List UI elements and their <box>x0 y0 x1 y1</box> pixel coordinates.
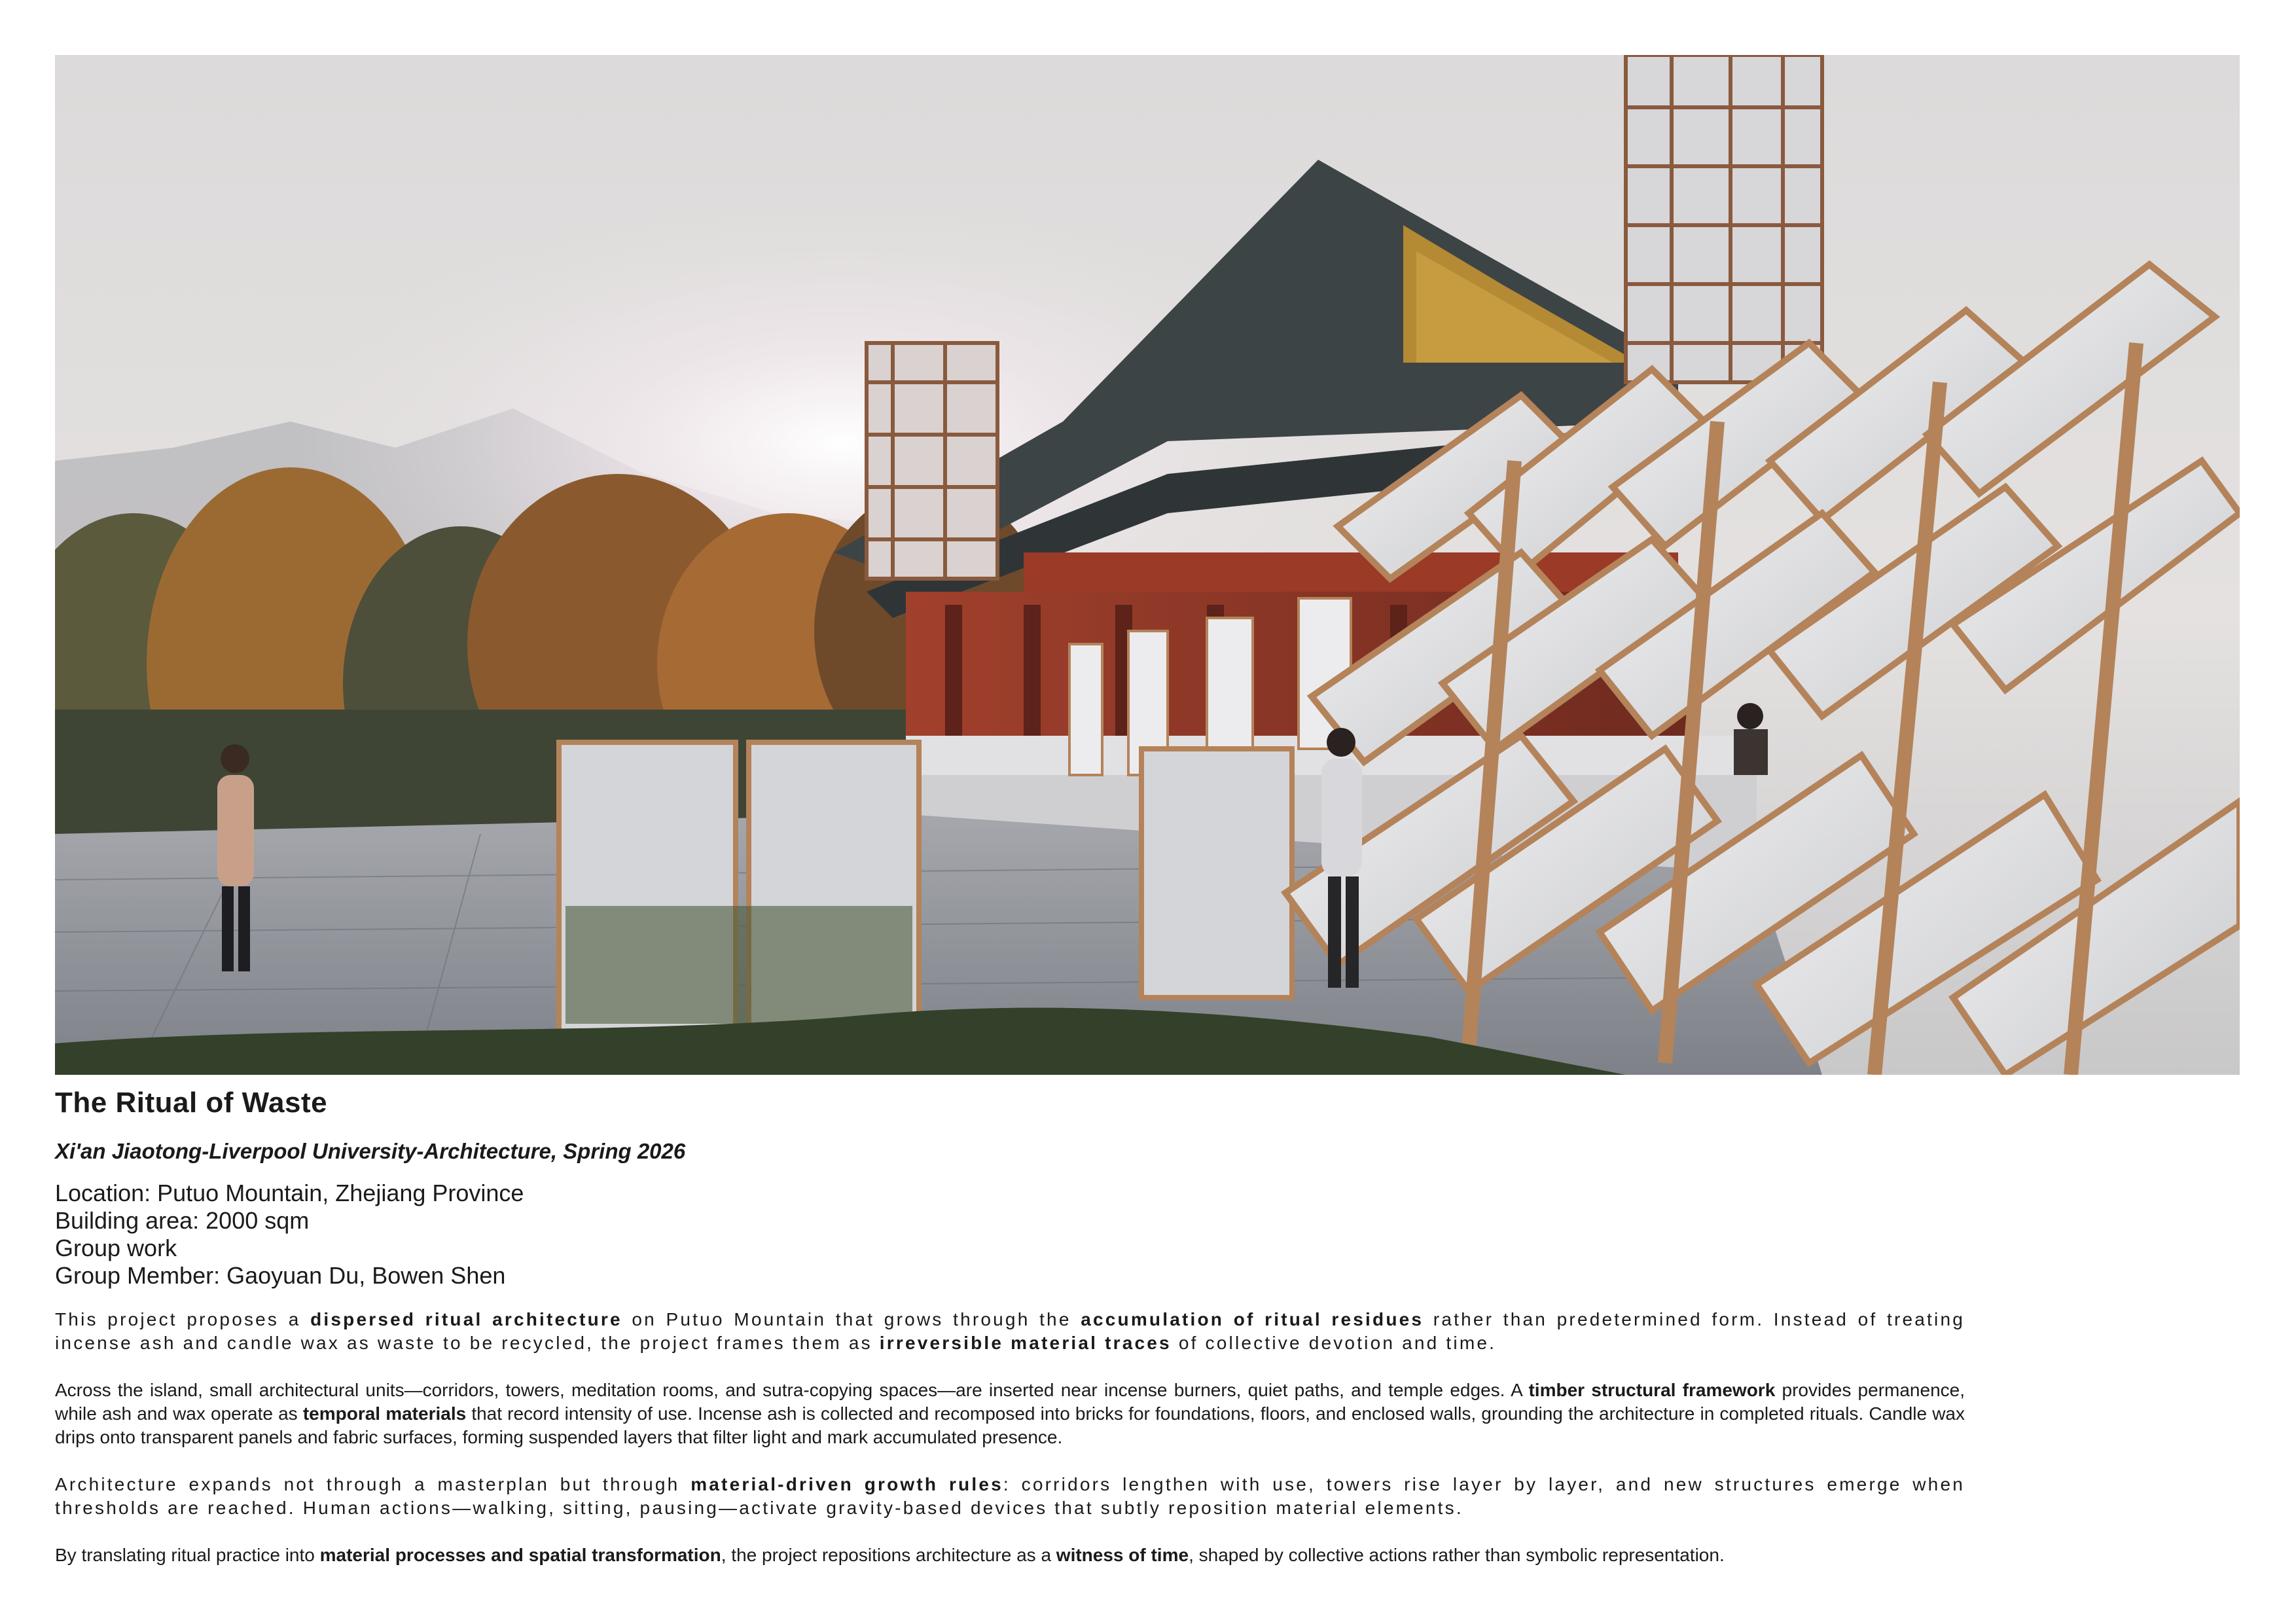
person-right <box>1734 703 1768 775</box>
paragraph-3: Architecture expands not through a masterplan but through material-driven growth rules: corridors lengthen with use, towers rise layer by layer, and new structures emerge when thresholds are reached. Human actions—walking, sitting, pausing—activate gravity-based devices that subtly reposition material elements. <box>55 1474 1965 1518</box>
project-meta <box>55 1180 2018 1290</box>
paragraph-2: Across the island, small architectural units—corridors, towers, meditation rooms, and sutra-copying spaces—are inserted near incense burners, quiet paths, and temple edges. A timber structural framework provides permanence, while ash and wax operate as temporal materials that record intensity of use. Incense ash is collected and recomposed into bricks for foundations, floors, and enclosed walls, grounding the architecture in completed rituals. Candle wax drips onto transparent panels and fabric surfaces, forming suspended layers that filter light and mark accumulated presence. <box>55 1380 1965 1447</box>
paragraph-1: This project proposes a dispersed ritual architecture on Putuo Mountain that grows through the accumulation of ritual residues rather than predetermined form. Instead of treating incense ash and candle wax as waste to be recycled, the project frames them as irreversible material traces of collective devotion and time. <box>55 1309 1965 1353</box>
meta-work: Group work <box>55 1235 177 1261</box>
temple-scene-illustration <box>55 55 2240 1075</box>
meta-location: Location: Putuo Mountain, Zhejiang Province <box>55 1180 524 1206</box>
paragraph-4: By translating ritual practice into material processes and spatial transformation, the project repositions architecture as a witness of time, shaped by collective actions rather than symbolic representation. <box>55 1545 1725 1565</box>
project-title: The Ritual of Waste <box>55 1087 328 1119</box>
project-subtitle: Xi'an Jiaotong-Liverpool University-Architecture, Spring 2026 <box>55 1139 686 1163</box>
glass-panel-grass <box>565 906 912 1024</box>
rendering-image <box>55 55 2240 1075</box>
meta-area: Building area: 2000 sqm <box>55 1207 310 1234</box>
tower-right <box>1626 55 1822 382</box>
tower-left <box>867 343 997 579</box>
project-description <box>55 1087 2018 1591</box>
meta-members: Group Member: Gaoyuan Du, Bowen Shen <box>55 1262 506 1289</box>
